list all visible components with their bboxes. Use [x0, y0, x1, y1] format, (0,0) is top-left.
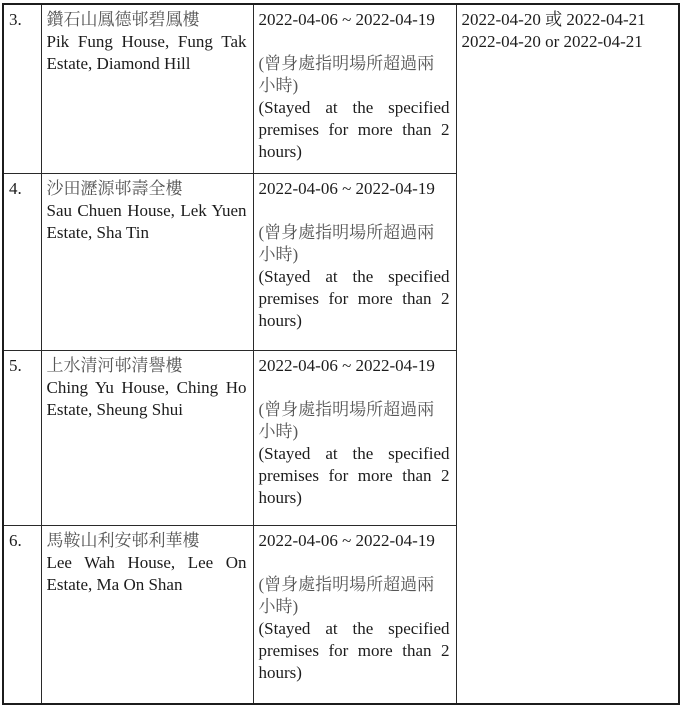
row-number: 3. [9, 10, 22, 29]
condition-en: (Stayed at the specified premises for more than 2 hours) [258, 266, 450, 330]
test-date-cell [456, 4, 679, 704]
location-zh: 沙田瀝源邨壽全樓 [46, 178, 183, 198]
table-row [3, 4, 679, 173]
row-number: 4. [9, 178, 22, 198]
test-date-en: 2022-04-20 or 2022-04-21 [461, 32, 643, 51]
location-cell [41, 4, 253, 173]
period-dates: 2022-04-06 ~ 2022-04-19 [258, 355, 435, 375]
location-cell [41, 525, 253, 704]
condition-en: (Stayed at the specified premises for more than 2 hours) [258, 443, 450, 507]
condition-zh: (曾身處指明場所超過兩小時) [258, 222, 435, 264]
location-en: Lee Wah House, Lee On Estate, Ma On Shan [46, 552, 247, 594]
condition-en: (Stayed at the specified premises for more than 2 hours) [258, 618, 450, 682]
condition-en: (Stayed at the specified premises for more than 2 hours) [258, 98, 450, 161]
period-cell [253, 4, 456, 173]
row-number-cell [3, 350, 41, 525]
condition-zh: (曾身處指明場所超過兩小時) [258, 54, 435, 95]
condition-zh: (曾身處指明場所超過兩小時) [258, 399, 435, 441]
location-cell [41, 173, 253, 350]
location-en: Sau Chuen House, Lek Yuen Estate, Sha Tin [46, 200, 247, 242]
period-dates: 2022-04-06 ~ 2022-04-19 [258, 530, 435, 550]
location-en: Pik Fung House, Fung Tak Estate, Diamond Hill [46, 32, 247, 73]
testing-notice-table [2, 3, 680, 705]
location-cell [41, 350, 253, 525]
row-number: 6. [9, 530, 22, 550]
condition-zh: (曾身處指明場所超過兩小時) [258, 574, 435, 616]
period-dates: 2022-04-06 ~ 2022-04-19 [258, 178, 435, 198]
location-zh: 鑽石山鳳德邨碧鳳樓 [46, 10, 200, 29]
row-number-cell [3, 4, 41, 173]
period-cell [253, 525, 456, 704]
location-zh: 馬鞍山利安邨利華樓 [46, 530, 200, 550]
location-zh: 上水清河邨清譽樓 [46, 355, 183, 375]
row-number-cell [3, 525, 41, 704]
location-en: Ching Yu House, Ching Ho Estate, Sheung Shui [46, 377, 247, 419]
period-cell [253, 173, 456, 350]
row-number-cell [3, 173, 41, 350]
row-number: 5. [9, 355, 22, 375]
period-cell [253, 350, 456, 525]
test-date-zh: 2022-04-20 或 2022-04-21 [461, 10, 646, 29]
period-dates: 2022-04-06 ~ 2022-04-19 [258, 10, 435, 29]
